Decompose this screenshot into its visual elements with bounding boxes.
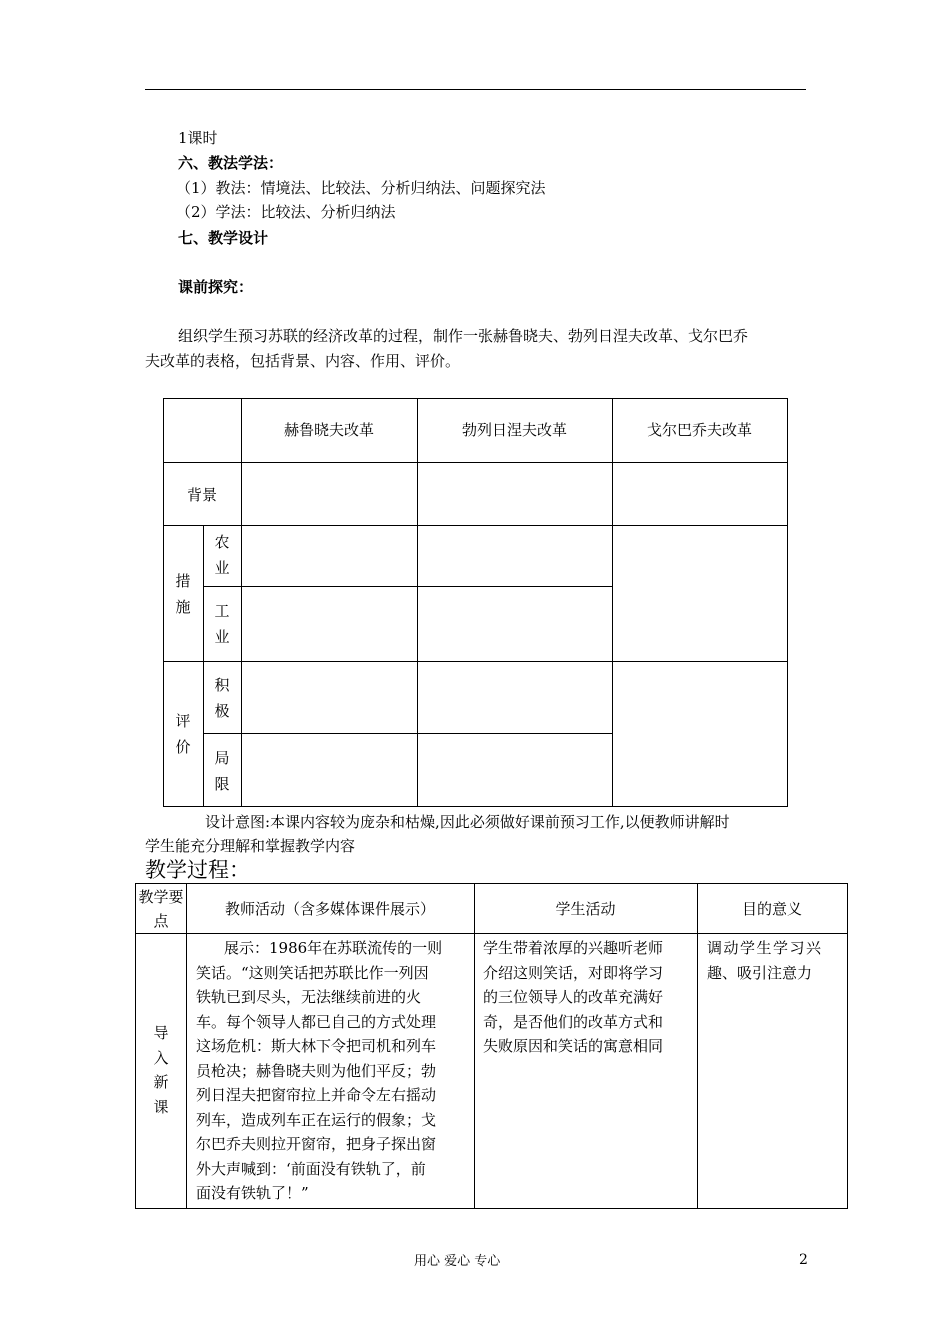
- purpose-line: 调动学生学习兴: [707, 939, 823, 957]
- design-intent-line-2: 学生能充分理解和掌握教学内容: [145, 837, 356, 855]
- evaluation-limitation: 局限: [214, 749, 230, 793]
- teacher-line: 外大声喊到：‘前面没有铁轨了，前: [196, 1159, 426, 1178]
- section-heading-methods: 六、教法学法：: [178, 154, 284, 172]
- teaching-methods: （1）教法：情境法、比较法、分析归纳法、问题探究法: [176, 179, 546, 197]
- header-student-activity: 学生活动: [555, 900, 616, 918]
- pre-class-heading: 课前探究：: [178, 278, 254, 296]
- process-title: 教学过程：: [145, 858, 250, 882]
- teacher-line: 员枪决；赫鲁晓夫则为他们平反；勃: [196, 1061, 437, 1080]
- header-brezhnev: 勃列日涅夫改革: [461, 421, 567, 439]
- header-rule: [145, 89, 806, 90]
- teacher-line: 列车，造成列车正在运行的假象；戈: [196, 1110, 437, 1129]
- group-evaluation-label: 评价: [175, 712, 191, 756]
- student-line: 学生带着浓厚的兴趣听老师: [483, 939, 664, 957]
- teacher-line: 铁轨已到尽头，无法继续前进的火: [196, 988, 422, 1006]
- section-heading-design: 七、教学设计: [178, 229, 269, 247]
- student-line: 的三位领导人的改革充满好: [483, 988, 664, 1006]
- header-purpose: 目的意义: [741, 900, 802, 918]
- header-gorbachev: 戈尔巴乔夫改革: [646, 421, 752, 439]
- page-number: 2: [799, 1252, 808, 1268]
- teacher-line: 展示：1986年在苏联流传的一则: [224, 939, 443, 957]
- student-line: 失败原因和笑话的寓意相同: [483, 1037, 664, 1055]
- header-key-point: 教学要点: [138, 888, 184, 930]
- task-line-2: 夫改革的表格，包括背景、内容、作用、评价。: [145, 352, 461, 370]
- teacher-line: 尔巴乔夫则拉开窗帘，把身子探出窗: [196, 1135, 437, 1153]
- learning-methods: （2）学法：比较法、分析归纳法: [176, 203, 396, 221]
- row-background-label: 背景: [186, 486, 217, 504]
- evaluation-positive: 积极: [214, 676, 230, 720]
- teacher-line: 这场危机：斯大林下令把司机和列车: [196, 1037, 437, 1055]
- teacher-line: 列日涅夫把窗帘拉上并命令左右摇动: [196, 1086, 437, 1104]
- teacher-line: 笑话。“这则笑话把苏联比作一列因: [196, 963, 429, 982]
- teacher-line: 面没有铁轨了！”: [196, 1184, 309, 1202]
- measure-agriculture: 农业: [214, 533, 230, 577]
- header-khrushchev: 赫鲁晓夫改革: [283, 421, 374, 439]
- design-intent-line-1: 设计意图:本课内容较为庞杂和枯燥,因此必须做好课前预习工作,以便教师讲解时: [205, 813, 730, 831]
- student-line: 介绍这则笑话，对即将学习: [483, 963, 664, 982]
- purpose-line: 趣、吸引注意力: [707, 963, 813, 982]
- teacher-line: 车。每个领导人都已自己的方式处理: [196, 1012, 437, 1031]
- footer-motto: 用心 爱心 专心: [414, 1254, 501, 1269]
- group-measures-label: 措施: [175, 572, 191, 616]
- key-point-intro: 导入新课: [153, 1024, 169, 1116]
- measure-industry: 工业: [214, 602, 230, 646]
- student-line: 奇，是否他们的改革方式和: [483, 1012, 664, 1031]
- lesson-hours: 1课时: [178, 129, 218, 147]
- task-line-1: 组织学生预习苏联的经济改革的过程，制作一张赫鲁晓夫、勃列日涅夫改革、戈尔巴乔: [178, 327, 749, 345]
- header-teacher-activity: 教师活动（含多媒体课件展示）: [224, 900, 435, 918]
